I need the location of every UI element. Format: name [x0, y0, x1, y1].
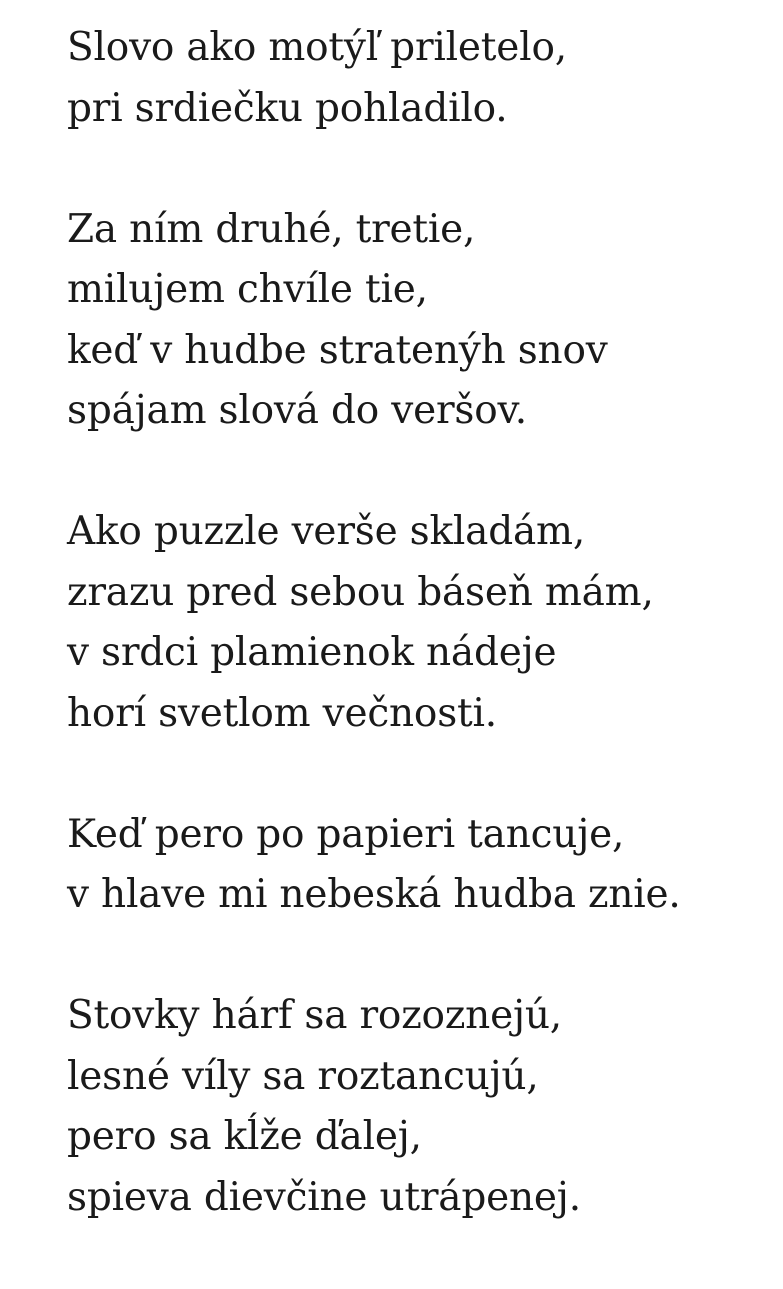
- poem-line: Za ním druhé, tretie,: [67, 206, 476, 252]
- poem-line: Slovo ako motýľ priletelo,: [67, 25, 567, 70]
- poem-line: v hlave mi nebeská hudba znie.: [67, 872, 681, 917]
- poem-line: pri srdiečku pohladilo.: [67, 85, 508, 131]
- poem-line: zrazu pred sebou báseň mám,: [67, 569, 654, 615]
- poem-line: Ako puzzle verše skladám,: [67, 509, 586, 554]
- poem-line: milujem chvíle tie,: [67, 267, 428, 312]
- stanza-3: [67, 502, 767, 744]
- poem-line: pero sa kĺže ďalej,: [67, 1114, 422, 1159]
- poem-line: Stovky hárf sa rozoznejú,: [67, 993, 562, 1038]
- stanza-2: [67, 200, 767, 442]
- stanza-4: [67, 805, 767, 926]
- poem-line: v srdci plamienok nádeje: [67, 630, 557, 675]
- poem-line: spájam slová do veršov.: [67, 388, 527, 433]
- stanza-5: [67, 986, 767, 1228]
- poem-line: spieva dievčine utrápenej.: [67, 1174, 581, 1220]
- poem-text: [67, 18, 767, 1289]
- poem-line: lesné víly sa roztancujú,: [67, 1053, 539, 1099]
- poem-line: horí svetlom večnosti.: [67, 690, 497, 736]
- stanza-1: [67, 18, 767, 139]
- poem-line: keď v hudbe stratenýh snov: [67, 327, 608, 373]
- poem-line: Keď pero po papieri tancuje,: [67, 811, 625, 857]
